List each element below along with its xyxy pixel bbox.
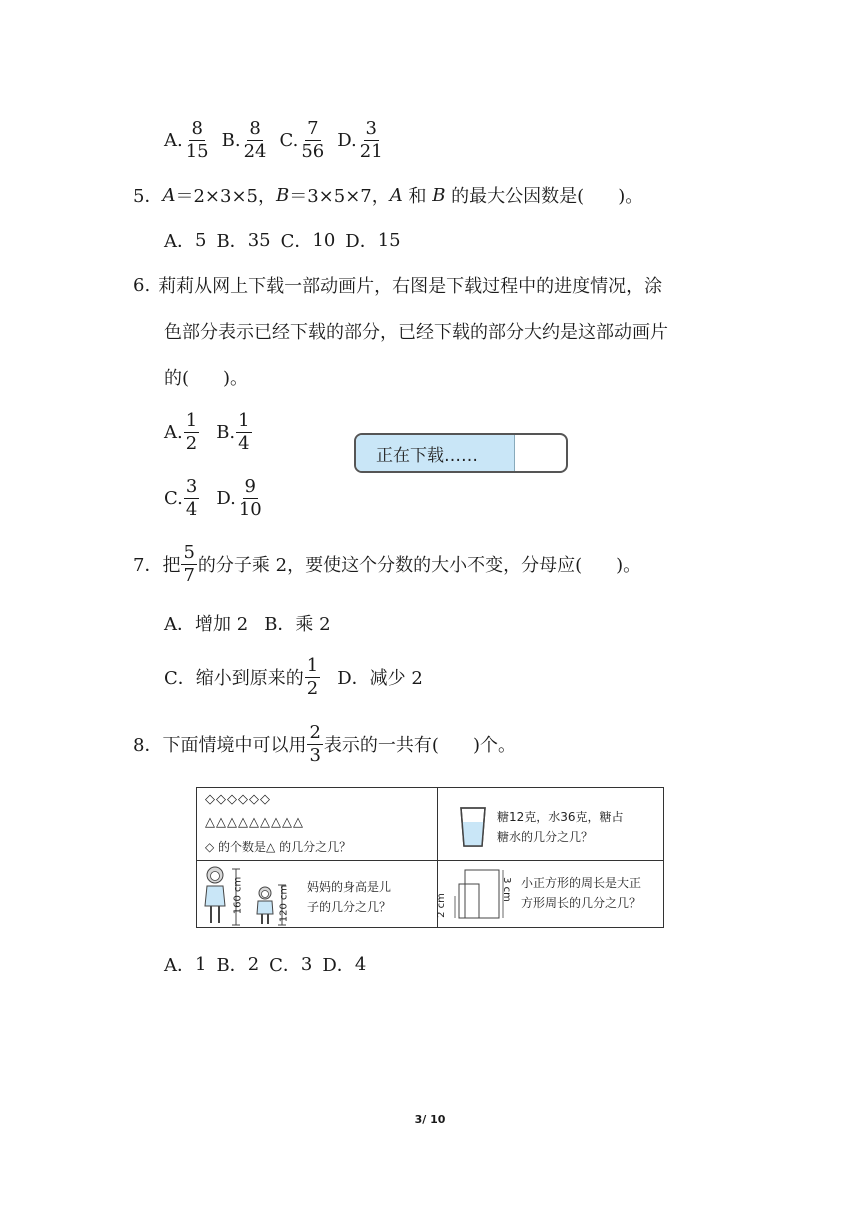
cell3-line2: 子的几分之几？ (307, 900, 392, 914)
download-status-text: 正在下载…… (376, 445, 478, 466)
cell3-son-height: 120 cm (278, 884, 290, 923)
q7-options-row1: A．增加 2 B．乘 2 (164, 614, 331, 635)
download-progress-bar (354, 433, 568, 473)
cell1-triangles: △△△△△△△△△ (205, 815, 304, 830)
squares-diagram-icon (449, 866, 507, 922)
mother-figure-icon (201, 866, 231, 926)
cell4-big-label: 3 cm (500, 877, 512, 902)
q4-options (164, 118, 386, 162)
q8-fraction: $\frac{2}{3}$ (309, 721, 321, 766)
q5-question: 5． A ＝2×3×5， B ＝3×5×7， A 和 B 的最大公因数是( )。 (133, 184, 644, 207)
cell4-small-label: 2 cm (435, 893, 447, 918)
q7-fraction: $\frac{5}{7}$ (183, 541, 195, 586)
q6-question-line1: 6. 莉莉从网上下载一部动画片，右图是下载过程中的进度情况，涂 (133, 274, 663, 297)
q4-option-a-fraction: $\frac{8}{15}$ (185, 117, 209, 162)
q6-option-b-fraction: $\frac{1}{4}$ (238, 409, 250, 454)
q8-question: 8． 下面情境中可以用 $\frac{2}{3}$ 表示的一共有( )个。 (133, 721, 516, 766)
q4-option-b-label: B. (221, 129, 241, 151)
cell2-line1: 糖12克，水36克，糖占 (497, 810, 624, 824)
q6-options-row1: A. $\frac{1}{2}$ B. $\frac{1}{4}$ (164, 409, 250, 454)
q7-question: 7． 把 $\frac{5}{7}$ 的分子乘 2，要使这个分数的大小不变，分母应( )。 (133, 541, 642, 586)
cell4-line1: 小正方形的周长是大正 (521, 876, 642, 890)
q4-option-d-label: D. (337, 129, 357, 151)
q4-option-a-label: A. (164, 129, 183, 151)
q7-options-row2: C．缩小到原来的 $\frac{1}{2}$ D．减少 2 (164, 654, 423, 699)
q8-options: A． 1 B． 2 C． 3 D． 4 (164, 953, 367, 976)
q6-option-a-fraction: $\frac{1}{2}$ (185, 409, 198, 454)
cell3-mom-height: 160 cm (232, 876, 244, 915)
q6-option-c-fraction: $\frac{3}{4}$ (185, 475, 198, 520)
q6-question-line2: 色部分表示已经下载的部分，已经下载的部分大约是这部动画片 (164, 322, 668, 343)
cell1-question: ◇ 的个数是△ 的几分之几？ (205, 840, 352, 854)
situation-table (196, 787, 664, 928)
q5-options: A． 5 B． 35 C． 10 D． 15 (164, 229, 401, 252)
page-number: 3/ 10 (414, 1113, 446, 1126)
q4-option-c-fraction: $\frac{7}{56}$ (301, 117, 325, 162)
q7-option-c-fraction: $\frac{1}{2}$ (306, 654, 319, 699)
q4-option-c-label: C. (279, 129, 299, 151)
water-glass-icon (459, 806, 487, 848)
cell1-diamonds: ◇◇◇◇◇◇ (205, 792, 271, 807)
q6-option-d-fraction: $\frac{9}{10}$ (238, 475, 262, 520)
q6-options-row2: C. $\frac{3}{4}$ D. $\frac{9}{10}$ (164, 475, 262, 520)
cell2-line2: 糖水的几分之几？ (497, 830, 594, 844)
q4-option-d-fraction: $\frac{3}{21}$ (359, 117, 383, 162)
son-figure-icon (253, 886, 277, 926)
cell4-line2: 方形周长的几分之几？ (521, 896, 642, 910)
cell3-line1: 妈妈的身高是儿 (307, 880, 392, 894)
q4-option-b-fraction: $\frac{8}{24}$ (243, 117, 267, 162)
q6-question-line3: 的( )。 (164, 368, 249, 389)
